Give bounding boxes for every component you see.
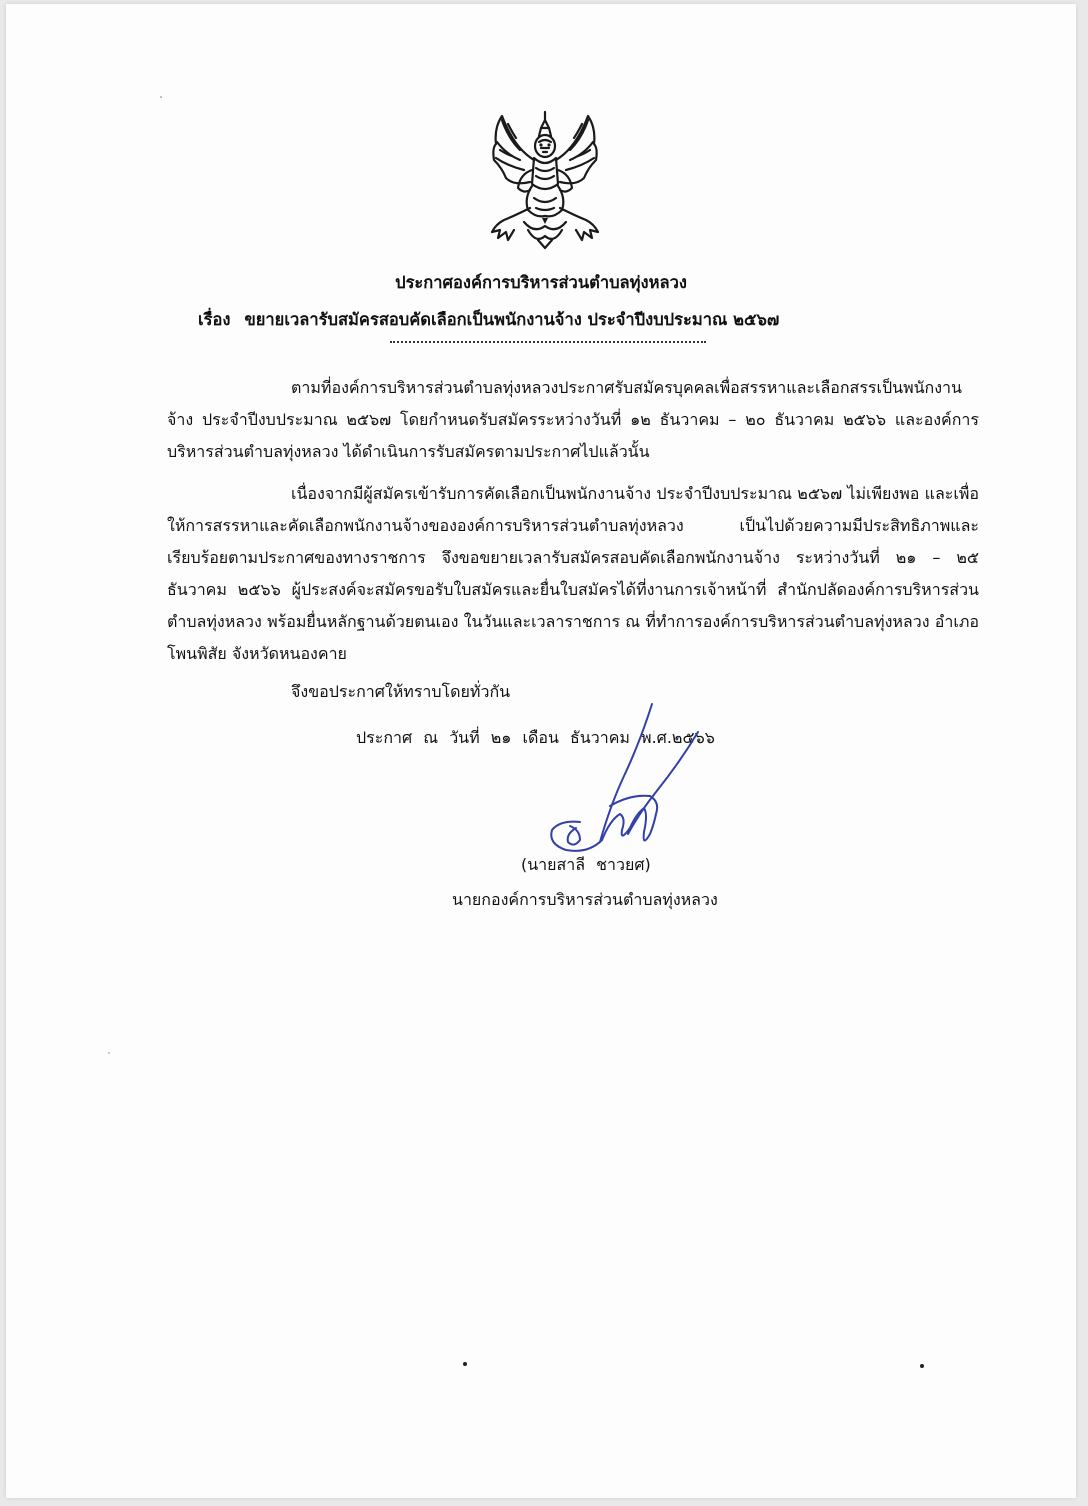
garuda-emblem-icon bbox=[484, 98, 606, 250]
signer-position: นายกองค์การบริหารส่วนตำบลทุ่งหลวง bbox=[452, 890, 718, 909]
paragraph-background bbox=[167, 372, 979, 468]
subject-text: ขยายเวลารับสมัครสอบคัดเลือกเป็นพนักงานจ้าง ประจำปีงบประมาณ ๒๕๖๗ bbox=[244, 310, 780, 329]
paragraph-extension bbox=[167, 478, 979, 670]
document-subject bbox=[198, 307, 779, 333]
scan-speck bbox=[920, 1364, 924, 1368]
dotted-divider bbox=[390, 341, 706, 343]
paragraph-2-text: เนื่องจากมีผู้สมัครเข้ารับการคัดเลือกเป็นพนักงานจ้าง ประจำปีงบประมาณ ๒๕๖๗ ไม่เพียงพอ และเพื่อให้การสรรหาและคัดเลือกพนักงานจ้างขององค์การบริหารส่วนตำบลทุ่งหลวง เป็นไปด้วยความมีประสิทธิภาพและเรียบร้อยตามประกาศของทางราชการ จึงขอขยายเวลารับสมัครสอบคัดเลือกพนักงานจ้าง ระหว่างวันที่ ๒๑ – ๒๕ ธันวาคม ๒๕๖๖ ผู้ประสงค์จะสมัครขอรับใบสมัครและยื่นใบสมัครได้ที่งานการเจ้าหน้าที่ สำนักปลัดองค์การบริหารส่วนตำบลทุ่งหลวง พร้อมยื่นหลักฐานด้วยตนเอง ในวันและเวลาราชการ ณ ที่ทำการองค์การบริหารส่วนตำบลทุ่งหลวง อำเภอโพนพิสัย จังหวัดหนองคาย bbox=[167, 484, 979, 663]
scan-speck bbox=[160, 96, 162, 98]
scan-speck bbox=[463, 1362, 467, 1366]
signer-name: (นายสาลี ชาวยศ) bbox=[521, 855, 651, 874]
closing-statement: จึงขอประกาศให้ทราบโดยทั่วกัน bbox=[291, 682, 511, 701]
scan-speck bbox=[108, 1052, 110, 1054]
subject-label: เรื่อง bbox=[198, 310, 231, 329]
document-title: ประกาศองค์การบริหารส่วนตำบลทุ่งหลวง bbox=[395, 273, 687, 292]
handwritten-signature bbox=[540, 702, 720, 862]
announcement-date: ประกาศ ณ วันที่ ๒๑ เดือน ธันวาคม พ.ศ.๒๕๖๖ bbox=[356, 728, 715, 747]
paragraph-1-text: ตามที่องค์การบริหารส่วนตำบลทุ่งหลวงประกาศรับสมัครบุคคลเพื่อสรรหาและเลือกสรรเป็นพนักงานจ้าง ประจำปีงบประมาณ ๒๕๖๗ โดยกำหนดรับสมัครระหว่างวันที่ ๑๒ ธันวาคม – ๒๐ ธันวาคม ๒๕๖๖ และองค์การบริหารส่วนตำบลทุ่งหลวง ได้ดำเนินการรับสมัครตามประกาศไปแล้วนั้น bbox=[167, 378, 979, 461]
